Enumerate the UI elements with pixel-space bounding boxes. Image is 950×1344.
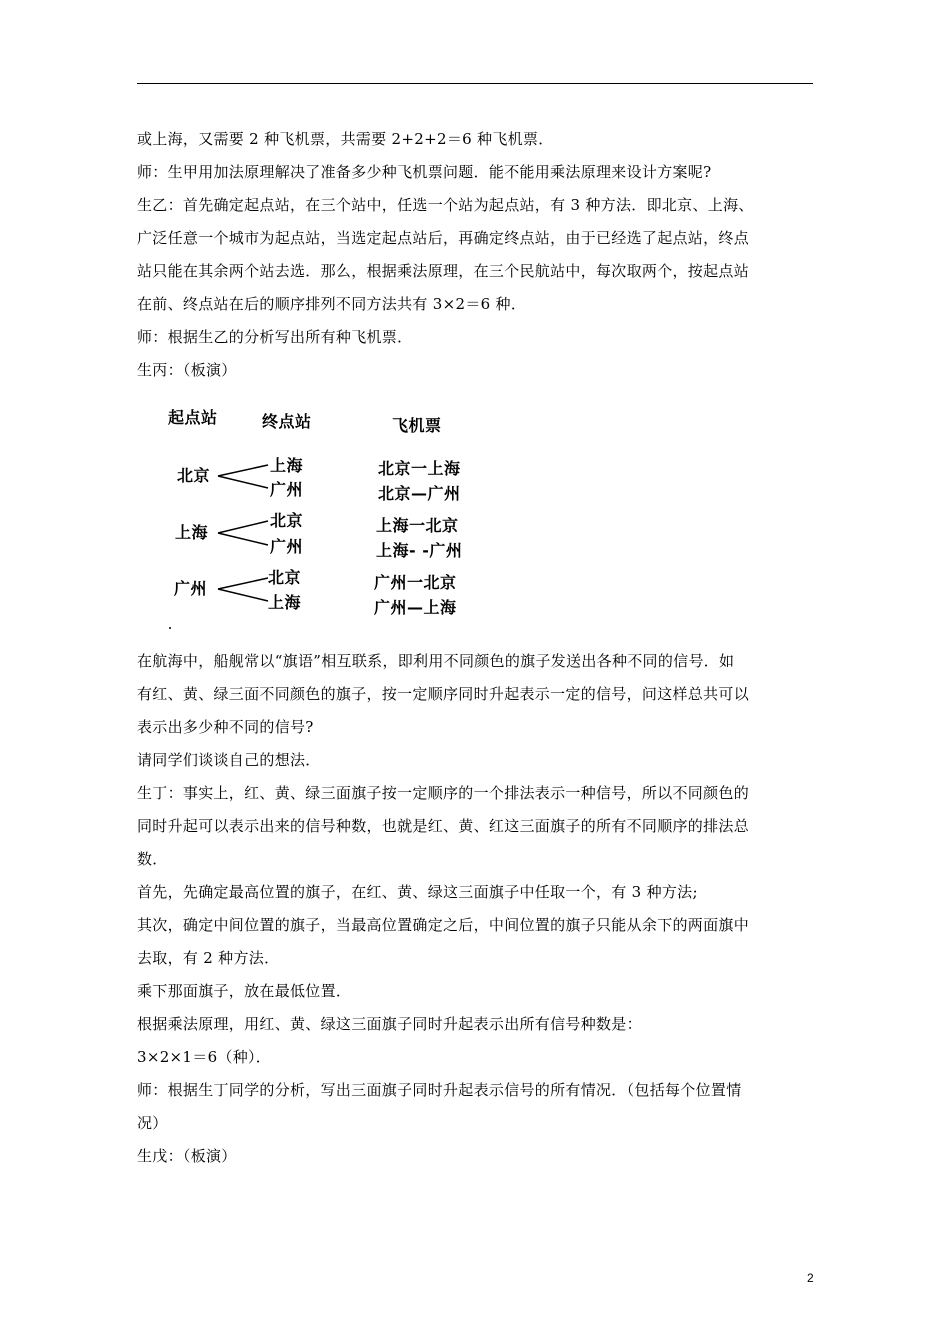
text-line: 根据乘法原理，用红、黄、绿这三面旗子同时升起表示出所有信号种数是： (137, 1015, 642, 1033)
end-station: 北京 (270, 511, 304, 530)
stray-dot (169, 627, 171, 629)
text-line: 站只能在其余两个站去选．那么，根据乘法原理，在三个民航站中，每次取两个，按起点站 (137, 262, 750, 280)
text-line: 去取，有 2 种方法． (137, 949, 280, 967)
text-line: 数． (137, 850, 168, 868)
text-line: 表示出多少种不同的信号? (137, 718, 314, 736)
header-end-station: 终点站 (262, 412, 312, 431)
text-line: 请同学们谈谈自己的想法． (137, 751, 321, 769)
flight-tree-figure (160, 400, 490, 632)
header-ticket: 飞机票 (392, 416, 442, 435)
ticket: 广州—上海 (374, 598, 457, 617)
branch-line (218, 465, 268, 488)
text-line: 广泛任意一个城市为起点站，当选定起点站后，再确定终点站，由于已经选了起点站，终点 (137, 229, 750, 247)
ticket: 北京一上海 (378, 459, 461, 478)
end-station: 广州 (270, 537, 304, 556)
text-line: 同时升起可以表示出来的信号种数，也就是红、黄、红这三面旗子的所有不同顺序的排法总 (137, 817, 750, 835)
text-line: 师：生甲用加法原理解决了准备多少种飞机票问题．能不能用乘法原理来设计方案呢? (137, 163, 712, 181)
text-line: 师：根据生乙的分析写出所有种飞机票． (137, 328, 413, 346)
text-line: 生丁：事实上，红、黄、绿三面旗子按一定顺序的一个排法表示一种信号，所以不同颜色的 (137, 784, 750, 802)
text-line: 有红、黄、绿三面不同颜色的旗子，按一定顺序同时升起表示一定的信号，问这样总共可以 (137, 685, 750, 703)
end-station: 广州 (270, 480, 304, 499)
text-line: 师：根据生丁同学的分析，写出三面旗子同时升起表示信号的所有情况．（包括每个位置情 (137, 1081, 742, 1099)
start-station: 广州 (174, 579, 208, 598)
ticket: 北京—广州 (378, 484, 461, 503)
text-line: 在航海中，船舰常以“旗语”相互联系，即利用不同颜色的旗子发送出各种不同的信号．如 (137, 652, 735, 670)
text-line: 乘下那面旗子，放在最低位置． (137, 982, 352, 1000)
ticket: 广州一北京 (374, 573, 457, 592)
text-line: 其次，确定中间位置的旗子，当最高位置确定之后，中间位置的旗子只能从余下的两面旗中 (137, 916, 750, 934)
text-line: 况） (137, 1114, 168, 1132)
text-line: 3×2×1＝6（种）． (137, 1048, 272, 1066)
start-station: 上海 (175, 523, 209, 542)
end-station: 上海 (270, 456, 304, 475)
ticket: 上海一北京 (376, 516, 459, 535)
end-station: 北京 (268, 568, 302, 587)
text-line: 生乙：首先确定起点站，在三个站中，任选一个站为起点站，有 3 种方法．即北京、上海、 (137, 196, 754, 214)
text-line: 或上海，又需要 2 种飞机票，共需要 2+2+2＝6 种飞机票． (137, 130, 554, 148)
header-rule (137, 83, 813, 84)
text-line: 在前、终点站在后的顺序排列不同方法共有 3×2＝6 种． (137, 295, 527, 313)
ticket: 上海- -广州 (376, 541, 463, 560)
header-start-station: 起点站 (168, 408, 218, 427)
branch-line (218, 578, 268, 601)
text-line: 生丙：（板演） (137, 361, 237, 379)
text-line: 生戊：（板演） (137, 1147, 237, 1165)
branch-line (218, 521, 268, 545)
start-station: 北京 (177, 466, 211, 485)
page-number: 2 (807, 1271, 814, 1285)
text-line: 首先，先确定最高位置的旗子，在红、黄、绿这三面旗子中任取一个，有 3 种方法; (137, 883, 698, 901)
end-station: 上海 (268, 593, 302, 612)
